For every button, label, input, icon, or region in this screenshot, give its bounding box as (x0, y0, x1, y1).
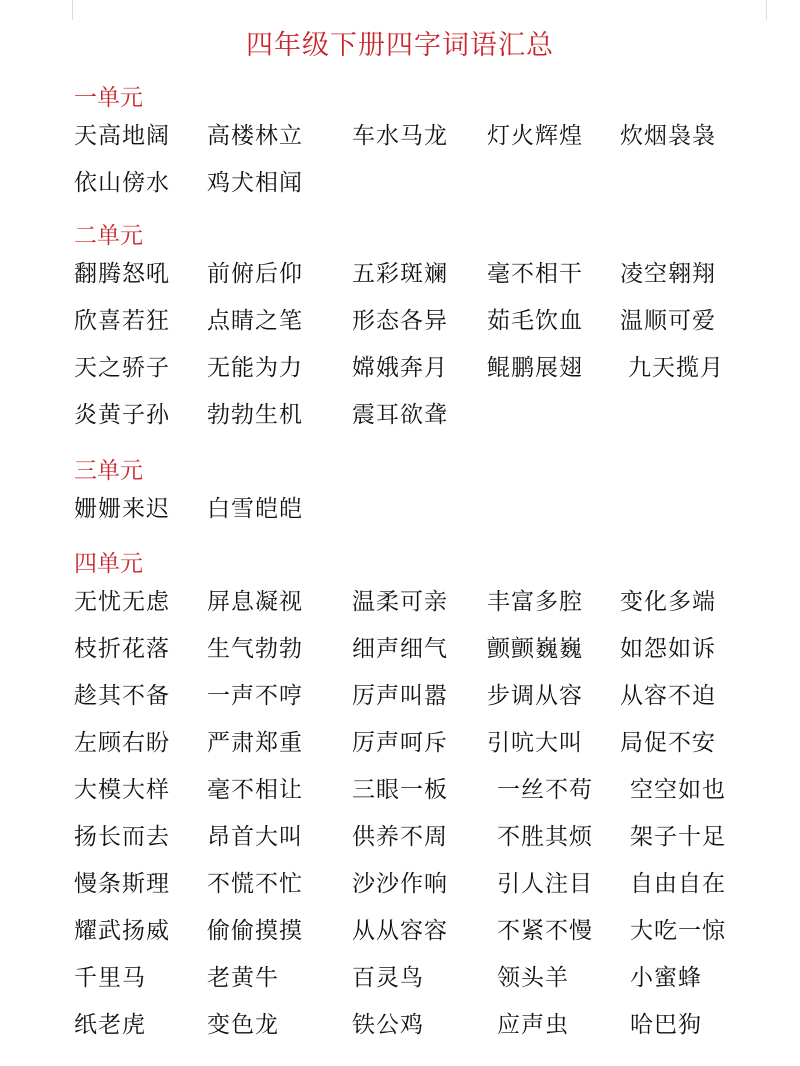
word-item: 左顾右盼 (74, 730, 170, 756)
word-row (0, 1007, 800, 1043)
word-item: 纸老虎 (74, 1012, 146, 1038)
word-item: 温顺可爱 (620, 308, 716, 334)
word-item: 细声细气 (352, 636, 448, 662)
word-item: 欣喜若狂 (74, 308, 170, 334)
word-item: 老黄牛 (207, 965, 279, 991)
page-title: 四年级下册四字词语汇总 (246, 30, 554, 61)
unit-heading: 二单元 (74, 223, 143, 249)
word-item: 形态各异 (352, 308, 448, 334)
word-item: 生气勃勃 (207, 636, 303, 662)
word-item: 偷偷摸摸 (207, 918, 303, 944)
word-item: 九天揽月 (628, 355, 724, 381)
word-row (0, 819, 800, 855)
word-item: 勃勃生机 (207, 402, 303, 428)
word-item: 大模大样 (74, 777, 170, 803)
word-row (0, 678, 800, 714)
unit-heading: 四单元 (74, 551, 143, 577)
word-item: 枝折花落 (74, 636, 170, 662)
word-row (0, 118, 800, 154)
word-item: 不慌不忙 (207, 871, 303, 897)
word-item: 三眼一板 (352, 777, 448, 803)
word-item: 趁其不备 (74, 683, 170, 709)
word-item: 供养不周 (352, 824, 448, 850)
word-row (0, 866, 800, 902)
word-row (0, 303, 800, 339)
word-item: 不紧不慢 (497, 918, 593, 944)
word-item: 凌空翱翔 (620, 261, 716, 287)
word-item: 从容不迫 (620, 683, 716, 709)
word-item: 大吃一惊 (630, 918, 726, 944)
word-item: 前俯后仰 (207, 261, 303, 287)
word-item: 炎黄子孙 (74, 402, 170, 428)
word-item: 架子十足 (630, 824, 726, 850)
word-item: 五彩斑斓 (352, 261, 448, 287)
word-item: 严肃郑重 (207, 730, 303, 756)
word-item: 鲲鹏展翅 (487, 355, 583, 381)
unit-heading: 一单元 (74, 85, 143, 111)
word-item: 百灵鸟 (352, 965, 424, 991)
unit-heading: 三单元 (74, 458, 143, 484)
word-row (0, 397, 800, 433)
word-item: 铁公鸡 (352, 1012, 424, 1038)
word-item: 一声不哼 (207, 683, 303, 709)
word-item: 毫不相干 (487, 261, 583, 287)
page-edge-right (766, 0, 767, 20)
word-item: 变色龙 (207, 1012, 279, 1038)
word-row (0, 913, 800, 949)
word-row (0, 350, 800, 386)
word-item: 引吭大叫 (487, 730, 583, 756)
word-item: 颤颤巍巍 (487, 636, 583, 662)
word-item: 局促不安 (620, 730, 716, 756)
word-item: 无能为力 (207, 355, 303, 381)
word-item: 空空如也 (630, 777, 726, 803)
word-item: 嫦娥奔月 (352, 355, 448, 381)
word-item: 如怨如诉 (620, 636, 716, 662)
word-item: 天之骄子 (74, 355, 170, 381)
word-item: 慢条斯理 (74, 871, 170, 897)
word-item: 应声虫 (497, 1012, 569, 1038)
word-item: 步调从容 (487, 683, 583, 709)
word-item: 车水马龙 (352, 123, 448, 149)
word-row (0, 256, 800, 292)
word-item: 茹毛饮血 (487, 308, 583, 334)
word-item: 耀武扬威 (74, 918, 170, 944)
word-item: 沙沙作响 (352, 871, 448, 897)
word-item: 厉声呵斥 (352, 730, 448, 756)
word-item: 天高地阔 (74, 123, 170, 149)
word-item: 引人注目 (497, 871, 593, 897)
word-item: 翻腾怒吼 (74, 261, 170, 287)
word-item: 丰富多腔 (487, 589, 583, 615)
word-item: 昂首大叫 (207, 824, 303, 850)
word-item: 点睛之笔 (207, 308, 303, 334)
word-item: 屏息凝视 (207, 589, 303, 615)
page-edge-left (72, 0, 73, 20)
word-item: 高楼林立 (207, 123, 303, 149)
word-item: 哈巴狗 (630, 1012, 702, 1038)
word-row (0, 165, 800, 201)
word-item: 温柔可亲 (352, 589, 448, 615)
word-item: 不胜其烦 (497, 824, 593, 850)
word-item: 鸡犬相闻 (207, 170, 303, 196)
word-item: 扬长而去 (74, 824, 170, 850)
word-row (0, 631, 800, 667)
word-item: 千里马 (74, 965, 146, 991)
word-row (0, 491, 800, 527)
word-item: 领头羊 (497, 965, 569, 991)
word-item: 灯火辉煌 (487, 123, 583, 149)
word-item: 一丝不苟 (497, 777, 593, 803)
word-row (0, 772, 800, 808)
word-item: 姗姗来迟 (74, 496, 170, 522)
word-item: 依山傍水 (74, 170, 170, 196)
word-item: 自由自在 (630, 871, 726, 897)
word-item: 无忧无虑 (74, 589, 170, 615)
word-item: 厉声叫嚣 (352, 683, 448, 709)
word-item: 炊烟袅袅 (620, 123, 716, 149)
word-item: 小蜜蜂 (630, 965, 702, 991)
word-row (0, 584, 800, 620)
word-row (0, 960, 800, 996)
word-item: 从从容容 (352, 918, 448, 944)
word-item: 变化多端 (620, 589, 716, 615)
word-item: 震耳欲聋 (352, 402, 448, 428)
word-item: 白雪皑皑 (207, 496, 303, 522)
word-row (0, 725, 800, 761)
word-item: 毫不相让 (207, 777, 303, 803)
